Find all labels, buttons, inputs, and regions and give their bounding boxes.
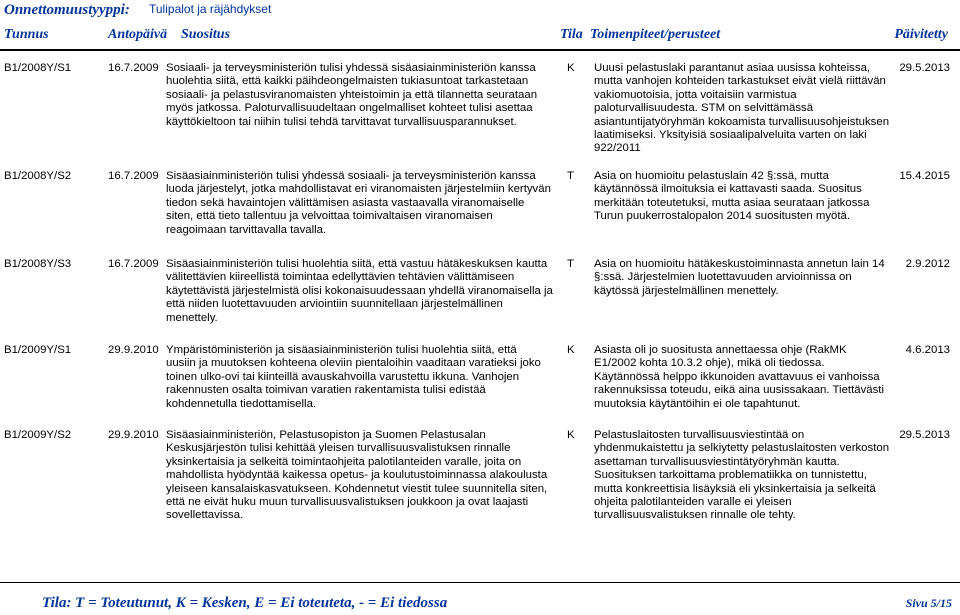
recommendation-line: kohdennetulla tiedottamisella.: [166, 397, 317, 410]
recommendation-line: myös jatkossa. Paloturvallisuudeltaan ongelmalliset kohteet tulisi asettaa: [166, 102, 533, 115]
row-updated: 15.4.2015: [899, 170, 950, 182]
recommendation-line: Sisäasiainministeriön tulisi huolehtia siitä, että vastuu hätäkeskuksen kautta: [166, 258, 548, 270]
recommendation-line: Sisäasiainministeriön tulisi yhdessä sosiaali- ja terveysministeriön kanssa: [166, 170, 536, 182]
recommendation-line: yleiseen kansalaiskasvatukseen. Kohdennetut viestit tulee suunnitella siten,: [166, 482, 548, 495]
column-header-id: Tunnus: [4, 27, 49, 42]
recommendation-line: Ympäristöministeriön ja sisäasiainministeriön tulisi huolehtia siitä, että: [166, 344, 517, 356]
row-recommendation: [166, 170, 558, 237]
row-status: T: [567, 258, 574, 270]
recommendation-line: luoda järjestelyt, jotka mahdollistavat eri viranomaisten järjestelmiin kertyvän: [166, 183, 551, 196]
row-status: T: [567, 170, 574, 182]
recommendation-line: että niiden luotettavuuden arviointiin suunnitellaan järjestelmällinen: [166, 298, 503, 311]
row-id: B1/2008Y/S3: [4, 258, 72, 270]
recommendation-line: Keskusjärjestön tulisi kehittää yleisen turvallisuusvalistuksen rinnalle: [166, 442, 511, 455]
action-line: rakennuksissa toteudu, eikä aina uusissakaan. Tiettävästi: [594, 384, 884, 397]
action-line: asiantuntijatyöryhmän kokoamista turvallisuusohjeistuksen: [594, 115, 890, 128]
recommendation-line: mahdollista hyödyntää kaikessa opetus- ja koulutustoiminnassa alakoulusta: [166, 469, 548, 482]
recommendation-line: sosiaali- ja pelastusviranomaisten yhteistoimin ja että tilannetta seurataan: [166, 88, 538, 101]
action-line: Turun puukerrostalopalon 2014 suositusten myötä.: [594, 210, 851, 223]
action-line: Suosituksen tarkoittama problematiikka on tunnistettu,: [594, 469, 867, 482]
action-line: Käytännössä helppo ikkunoiden avattavuus ei vanhoissa: [594, 370, 880, 383]
column-header-recommendation: Suositus: [181, 27, 231, 42]
column-header-status: Tila: [560, 27, 583, 42]
row-id: B1/2008Y/S1: [4, 62, 72, 74]
recommendation-line: siten, että tieto tallentuu ja velvoittaa toimivaltaisen viranomaisen: [166, 210, 493, 223]
row-recommendation: [166, 344, 558, 411]
column-header-date: Antopäivä: [108, 27, 168, 42]
action-line: Asia on huomioitu pelastuslain 42 §:ssä, mutta: [594, 170, 829, 182]
recommendation-line: toinen ulko-ovi tai kiinteillä avauskahvoilla varustettu ikkuna. Vanhojen: [166, 370, 520, 383]
row-actions: [594, 170, 894, 224]
row-id: B1/2008Y/S2: [4, 170, 72, 182]
row-date: 16.7.2009: [108, 62, 159, 74]
recommendation-line: Sosiaali- ja terveysministeriön tulisi yhdessä sisäasiainministeriön kanssa: [166, 62, 536, 74]
row-status: K: [567, 344, 575, 356]
recommendation-line: tiedon sekä havaintojen välittämisen asiasta vastaavalla viranomaiselle: [166, 196, 525, 209]
recommendation-line: välitettävien kiireellistä toimintaa edellyttävien tehtävien välittämiseen: [166, 271, 515, 284]
column-header-actions: Toimenpiteet/perusteet: [590, 27, 721, 42]
action-line: käytössä järjestelmällinen menettely.: [594, 284, 779, 297]
status-legend: Tila: T = Toteutunut, K = Kesken, E = Ei toteuteta, - = Ei tiedossa: [42, 595, 448, 611]
column-header-updated: Päivitetty: [894, 27, 948, 42]
action-line: mutta konkreettisia lisäyksiä eli yksinkertaisia ja selkeitä: [594, 482, 876, 495]
row-date: 29.9.2010: [108, 429, 159, 441]
row-id: B1/2009Y/S2: [4, 429, 72, 441]
row-updated: 4.6.2013: [905, 344, 950, 356]
row-date: 29.9.2010: [108, 344, 159, 356]
accident-type-value: Tulipalot ja räjähdykset: [149, 2, 272, 16]
action-line: mutta vanhojen kohteiden tarkastukset eivät vielä riittävän: [594, 75, 886, 88]
action-line: Uuusi pelastuslaki parantanut asiaa uusissa kohteissa,: [594, 62, 871, 74]
row-recommendation: [166, 429, 558, 523]
action-line: E1/2002 kohta 10.3.2 ohje), mikä oli tiedossa.: [594, 357, 825, 370]
row-updated: 2.9.2012: [905, 258, 950, 270]
row-actions: [594, 62, 894, 156]
row-updated: 29.5.2013: [899, 429, 950, 441]
action-line: ohjeita palotilanteiden varalle ei yleisen: [594, 496, 792, 509]
recommendation-line: uusiin ja muutoksen kohteena oleviin pientaloihin vaaditaan varatieksi joko: [166, 357, 541, 370]
row-status: K: [567, 429, 575, 441]
action-line: Asia on huomioitu hätäkeskustoiminnasta annetun lain 14: [594, 258, 885, 270]
row-actions: [594, 344, 894, 411]
footer-rule: [0, 582, 960, 583]
recommendation-line: menettely.: [166, 311, 218, 324]
action-line: käytännössä ilmoituksia ei kattavasti saada. Suositus: [594, 183, 862, 196]
action-line: Pelastuslaitosten turvallisuusviestintää on: [594, 429, 805, 441]
recommendation-line: huolehtia siitä, että kaikki päihdeongelmaisten tukiasuntoat tarkastetaan: [166, 75, 529, 88]
recommendation-line: sovellettavissa.: [166, 509, 244, 522]
row-updated: 29.5.2013: [899, 62, 950, 74]
row-date: 16.7.2009: [108, 258, 159, 270]
action-line: laatimiseksi. Yksityisiä sosiaalipalveluita varten on laki: [594, 129, 867, 142]
row-recommendation: [166, 258, 558, 325]
row-status: K: [567, 62, 575, 74]
action-line: Asiasta oli jo suositusta annettaessa ohje (RakMK: [594, 344, 847, 356]
action-line: asettaman turvallisuusviestintätyöryhmän kautta.: [594, 455, 840, 468]
recommendation-line: käyttökieltoon tai niihin tulisi tehdä tarvittavat turvallisuusparannukset.: [166, 115, 517, 128]
page-number: Sivu 5/15: [905, 596, 952, 610]
recommendation-line: että ne eivät huku muun turvallisuusvalistuksen joukkoon ja ovat laajasti: [166, 496, 529, 509]
row-recommendation: [166, 62, 558, 129]
column-headers: [0, 27, 960, 47]
accident-type-label: Onnettomuustyyppi:: [4, 2, 130, 18]
action-line: turvallisuusvalistuksen rinnalle ole tehty.: [594, 509, 796, 522]
action-line: 922/2011: [594, 142, 641, 155]
recommendation-line: reagoimaan tarvittavalla tavalla.: [166, 223, 327, 236]
action-line: paloturvallisuudesta. STM on selvittämässä: [594, 102, 814, 115]
action-line: merkitään toteutetuksi, mutta asiaa seurataan jatkossa: [594, 196, 870, 209]
action-line: yhdenmukaistettu ja selkiytetty pelastuslaitosten verkoston: [594, 442, 890, 455]
row-id: B1/2009Y/S1: [4, 344, 72, 356]
action-line: §:ssä. Järjestelmien luotettavuuden arvioinnissa on: [594, 271, 852, 284]
recommendation-line: rakennusten osalta toimivan varatien rakentamista tulisi edistää: [166, 384, 486, 397]
row-actions: [594, 429, 894, 523]
recommendation-line: käytettävistä järjestelmistä olisi kokonaisuudessaan yhdellä viranomaisella ja: [166, 284, 553, 297]
recommendation-line: Sisäasiainministeriön, Pelastusopiston ja Suomen Pelastusalan: [166, 429, 486, 441]
header-rule: [0, 49, 960, 51]
row-date: 16.7.2009: [108, 170, 159, 182]
action-line: muutoksia käytäntöihin ei ole tapahtunut.: [594, 397, 801, 410]
row-actions: [594, 258, 894, 298]
recommendation-line: yksinkertaisia ja selkeitä toimintaohjeita palotilanteiden varalle, joita on: [166, 455, 522, 468]
action-line: vakiomuotoisia, jotta voitaisiin varmistua: [594, 88, 797, 101]
